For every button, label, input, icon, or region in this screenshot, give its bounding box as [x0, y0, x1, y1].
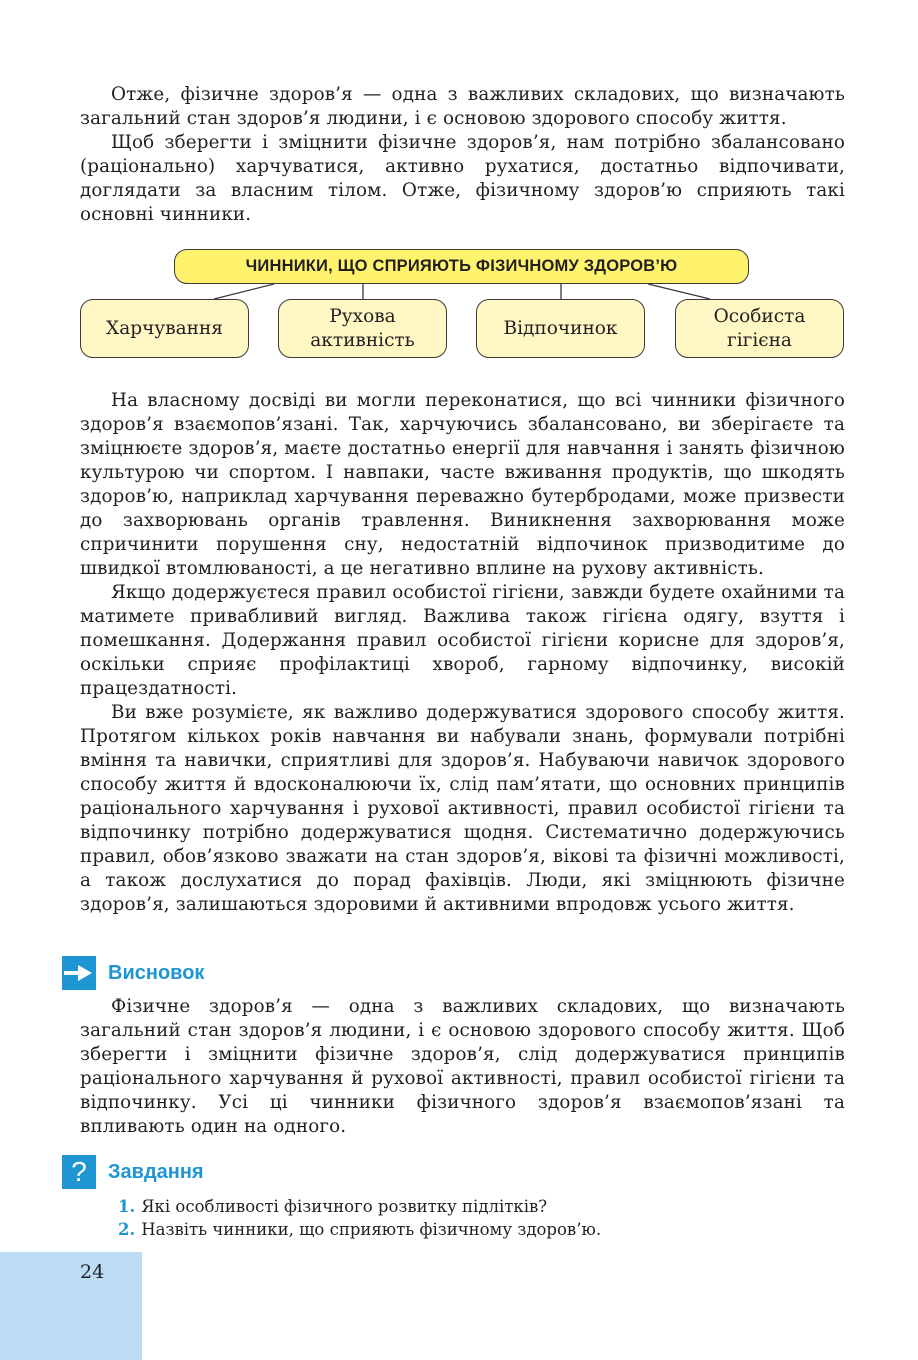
task-number: 1. [118, 1197, 136, 1216]
connector-line-1 [214, 284, 274, 299]
conclusion-heading: Висновок [108, 961, 205, 984]
body-section [80, 389, 845, 917]
intro-section [80, 83, 845, 227]
body-paragraph-1: На власному досвіді ви могли переконатися, що всі чинники фізичного здоров’я взаємопов’язані. Так, харчуючись збалансовано, ви зберігаєте та зміцнюєте здоров’я, маєте достатньо енергії для навчання і занять фізичною культурою чи спортом. І навпаки, часте вживання продуктів, що шкодять здоров’ю, наприклад харчування переважно бутербродами, може призвести до захворювань органів травлення. Виникнення захворювання може спричинити порушення сну, недостатній відпочинок призводитиме до швидкої втомлюваності, а це негативно вплине на рухову активність. [80, 390, 845, 579]
page-corner-band [0, 1252, 142, 1360]
conclusion-header [62, 956, 204, 990]
arrow-right-icon [62, 956, 96, 990]
task-item-2 [118, 1218, 601, 1241]
tasks-header [62, 1155, 204, 1189]
intro-paragraph-1: Отже, фізичне здоров’я — одна з важливих складових, що визначають загальний стан здоров’я людини, і є основою здорового способу життя. [80, 84, 845, 129]
task-item-1 [118, 1195, 601, 1218]
task-text: Назвіть чинники, що сприяють фізичному здоров’ю. [141, 1220, 602, 1239]
connector-line-4 [648, 284, 710, 299]
conclusion-text: Фізичне здоров’я — одна з важливих складових, що визначають загальний стан здоров’я людини, і є основою здорового способу життя. Щоб зберегти і зміцнити фізичне здоров’я, слід додержуватися принципів раціонального харчування й рухової активності, правил особистої гігієни та відпочинку. Усі ці чинники фізичного здоров’я взаємопов’язані та впливають один на одного. [80, 996, 845, 1137]
body-paragraph-3: Ви вже розумієте, як важливо додержуватися здорового способу життя. Протягом кількох років навчання ви набували знань, формували потрібні вміння та навички, сприятливі для здоров’я. Набуваючи навичок здорового способу життя й вдосконалюючи їх, слід пам’ятати, що основних принципів раціонального харчування і рухової активності, правил особистої гігієни та відпочинку потрібно додержуватися щодня. Систематично додержуючись правил, обов’язково зважати на стан здоров’я, вікові та фізичні можливості, а також дослухатися до порад фахівців. Люди, які зміцнюють фізичне здоров’я, залишаються здоровими й активними впродовж усього життя. [80, 702, 845, 915]
task-number: 2. [118, 1220, 136, 1239]
body-paragraph-2: Якщо додержуєтеся правил особистої гігієни, завжди будете охайними та матимете привабливий вигляд. Важлива також гігієна одягу, взуття і помешкання. Додержання правил особистої гігієни корисне для здоров’я, оскільки сприяє профілактиці хвороб, гарному відпочинку, високій працездатності. [80, 582, 845, 699]
tasks-heading: Завдання [108, 1160, 204, 1183]
diagram-box-rest: Відпочинок [476, 299, 645, 358]
task-text: Які особливості фізичного розвитку підлітків? [141, 1197, 548, 1216]
question-mark-icon: ? [62, 1155, 96, 1189]
page-number: 24 [80, 1261, 105, 1283]
tasks-list [118, 1195, 601, 1241]
diagram-box-personal-hygiene: Особиста гігієна [675, 299, 844, 358]
intro-paragraph-2: Щоб зберегти і зміцнити фізичне здоров’я, нам потрібно збалансовано (раціонально) харчуватися, активно рухатися, достатньо відпочивати, доглядати за власним тілом. Отже, фізичному здоров’ю сприяють такі основні чинники. [80, 132, 845, 225]
diagram-box-nutrition: Харчування [80, 299, 249, 358]
conclusion-section [80, 995, 845, 1139]
diagram-box-physical-activity: Рухова активність [278, 299, 447, 358]
diagram-title: ЧИННИКИ, ЩО СПРИЯЮТЬ ФІЗИЧНОМУ ЗДОРОВ’Ю [174, 249, 749, 284]
